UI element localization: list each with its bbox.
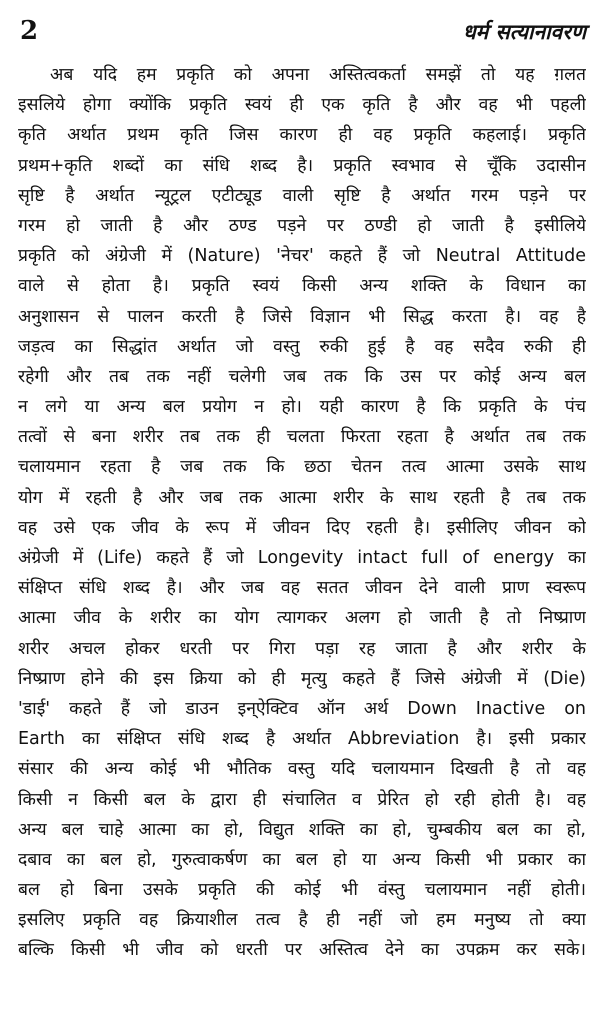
text-line: अब यदि हम प्रकृति को अपना अस्तित्वकर्ता समझें तो यह ग़लत (50, 65, 586, 85)
page-number: 2 (20, 16, 39, 46)
text-line: बल हो बिना उसके प्रकृति की कोई भी वंस्तु चलायमान नहीं होती। (18, 880, 586, 901)
text-line: 'डाई' कहते हैं जो डाउन इन्ऐक्टिव ऑन अर्थ Down Inactive on (18, 698, 586, 719)
text-line: आत्मा जीव के शरीर का योग त्यागकर अलग हो जाती है तो निष्प्राण (18, 608, 586, 629)
text-line: इसलिये होगा क्योंकि प्रकृति स्वयं ही एक कृति है और वह भी पहली (18, 95, 586, 116)
text-line: निष्प्राण होने की इस क्रिया को ही मृत्यु कहते हैं जिसे अंग्रेजी में (Die) (18, 668, 586, 689)
text-line: शरीर अचल होकर धरती पर गिरा पड़ा रह जाता है और शरीर के (18, 638, 586, 659)
text-line: न लगे या अन्य बल प्रयोग न हो। यही कारण है कि प्रकृति के पंच (18, 397, 586, 418)
text-line: प्रकृति को अंग्रेजी में (Nature) 'नेचर' कहते हैं जो Neutral Attitude (18, 246, 586, 267)
text-line: प्रथम+कृति शब्दों का संधि शब्द है। प्रकृति स्वभाव से चूँकि उदासीन (18, 155, 586, 176)
text-line: तत्वों से बना शरीर तब तक ही चलता फिरता रहता है अर्थात तब तक (18, 427, 586, 448)
text-line: कृति अर्थात प्रथम कृति जिस कारण ही वह प्रकृति कहलाई। प्रकृति (18, 125, 586, 146)
text-line: चलायमान रहता है जब तक कि छठा चेतन तत्व आत्मा उसके साथ (18, 457, 586, 478)
text-line: सृष्टि है अर्थात न्यूट्रल एटीट्यूड वाली सृष्टि है अर्थात गरम पड़ने पर (18, 185, 586, 206)
text-line: रहेगी और तब तक नहीं चलेगी जब तक कि उस पर कोई अन्य बल (18, 366, 586, 387)
text-line: संसार की अन्य कोई भी भौतिक वस्तु यदि चलायमान दिखती है तो वह (18, 759, 586, 780)
text-line: अन्य बल चाहे आत्मा का हो, विद्युत शक्ति का हो, चुम्बकीय बल का हो, (18, 819, 586, 840)
text-line: दबाव का बल हो, गुरुत्वाकर्षण का बल हो या अन्य किसी भी प्रकार का (18, 849, 586, 870)
page-header (18, 0, 586, 60)
text-line: अनुशासन से पालन करती है जिसे विज्ञान भी सिद्ध करता है। वह है (18, 306, 586, 327)
text-line: संक्षिप्त संधि शब्द है। और जब वह सतत जीवन देने वाली प्राण स्वरूप (18, 578, 586, 599)
text-line: इसलिए प्रकृति वह क्रियाशील तत्व है ही नहीं जो हम मनुष्य तो क्या (18, 910, 586, 931)
text-line: बल्कि किसी भी जीव को धरती पर अस्तित्व देने का उपक्रम कर सके। (18, 940, 586, 961)
body-paragraph (18, 60, 586, 966)
text-line: वह उसे एक जीव के रूप में जीवन दिए रहती है। इसीलिए जीवन को (18, 517, 586, 538)
running-title: धर्म सत्यानावरण (462, 20, 586, 44)
text-line: वाले से होता है। प्रकृति स्वयं किसी अन्य शक्ति के विधान का (18, 276, 586, 297)
text-line: अंग्रेजी में (Life) कहते हैं जो Longevity intact full of energy का (18, 548, 586, 568)
text-line: योग में रहती है और जब तक आत्मा शरीर के साथ रहती है तब तक (18, 487, 586, 508)
text-line: किसी न किसी बल के द्वारा ही संचालित व प्रेरित हो रही होती है। वह (18, 789, 586, 810)
text-line: Earth का संक्षिप्त संधि शब्द है अर्थात Abbreviation है। इसी प्रकार (18, 729, 586, 750)
text-line: जड़त्व का सिद्धांत अर्थात जो वस्तु रुकी हुई है वह सदैव रुकी ही (18, 336, 586, 357)
text-line: गरम हो जाती है और ठण्ड पड़ने पर ठण्डी हो जाती है इसीलिये (18, 215, 586, 236)
